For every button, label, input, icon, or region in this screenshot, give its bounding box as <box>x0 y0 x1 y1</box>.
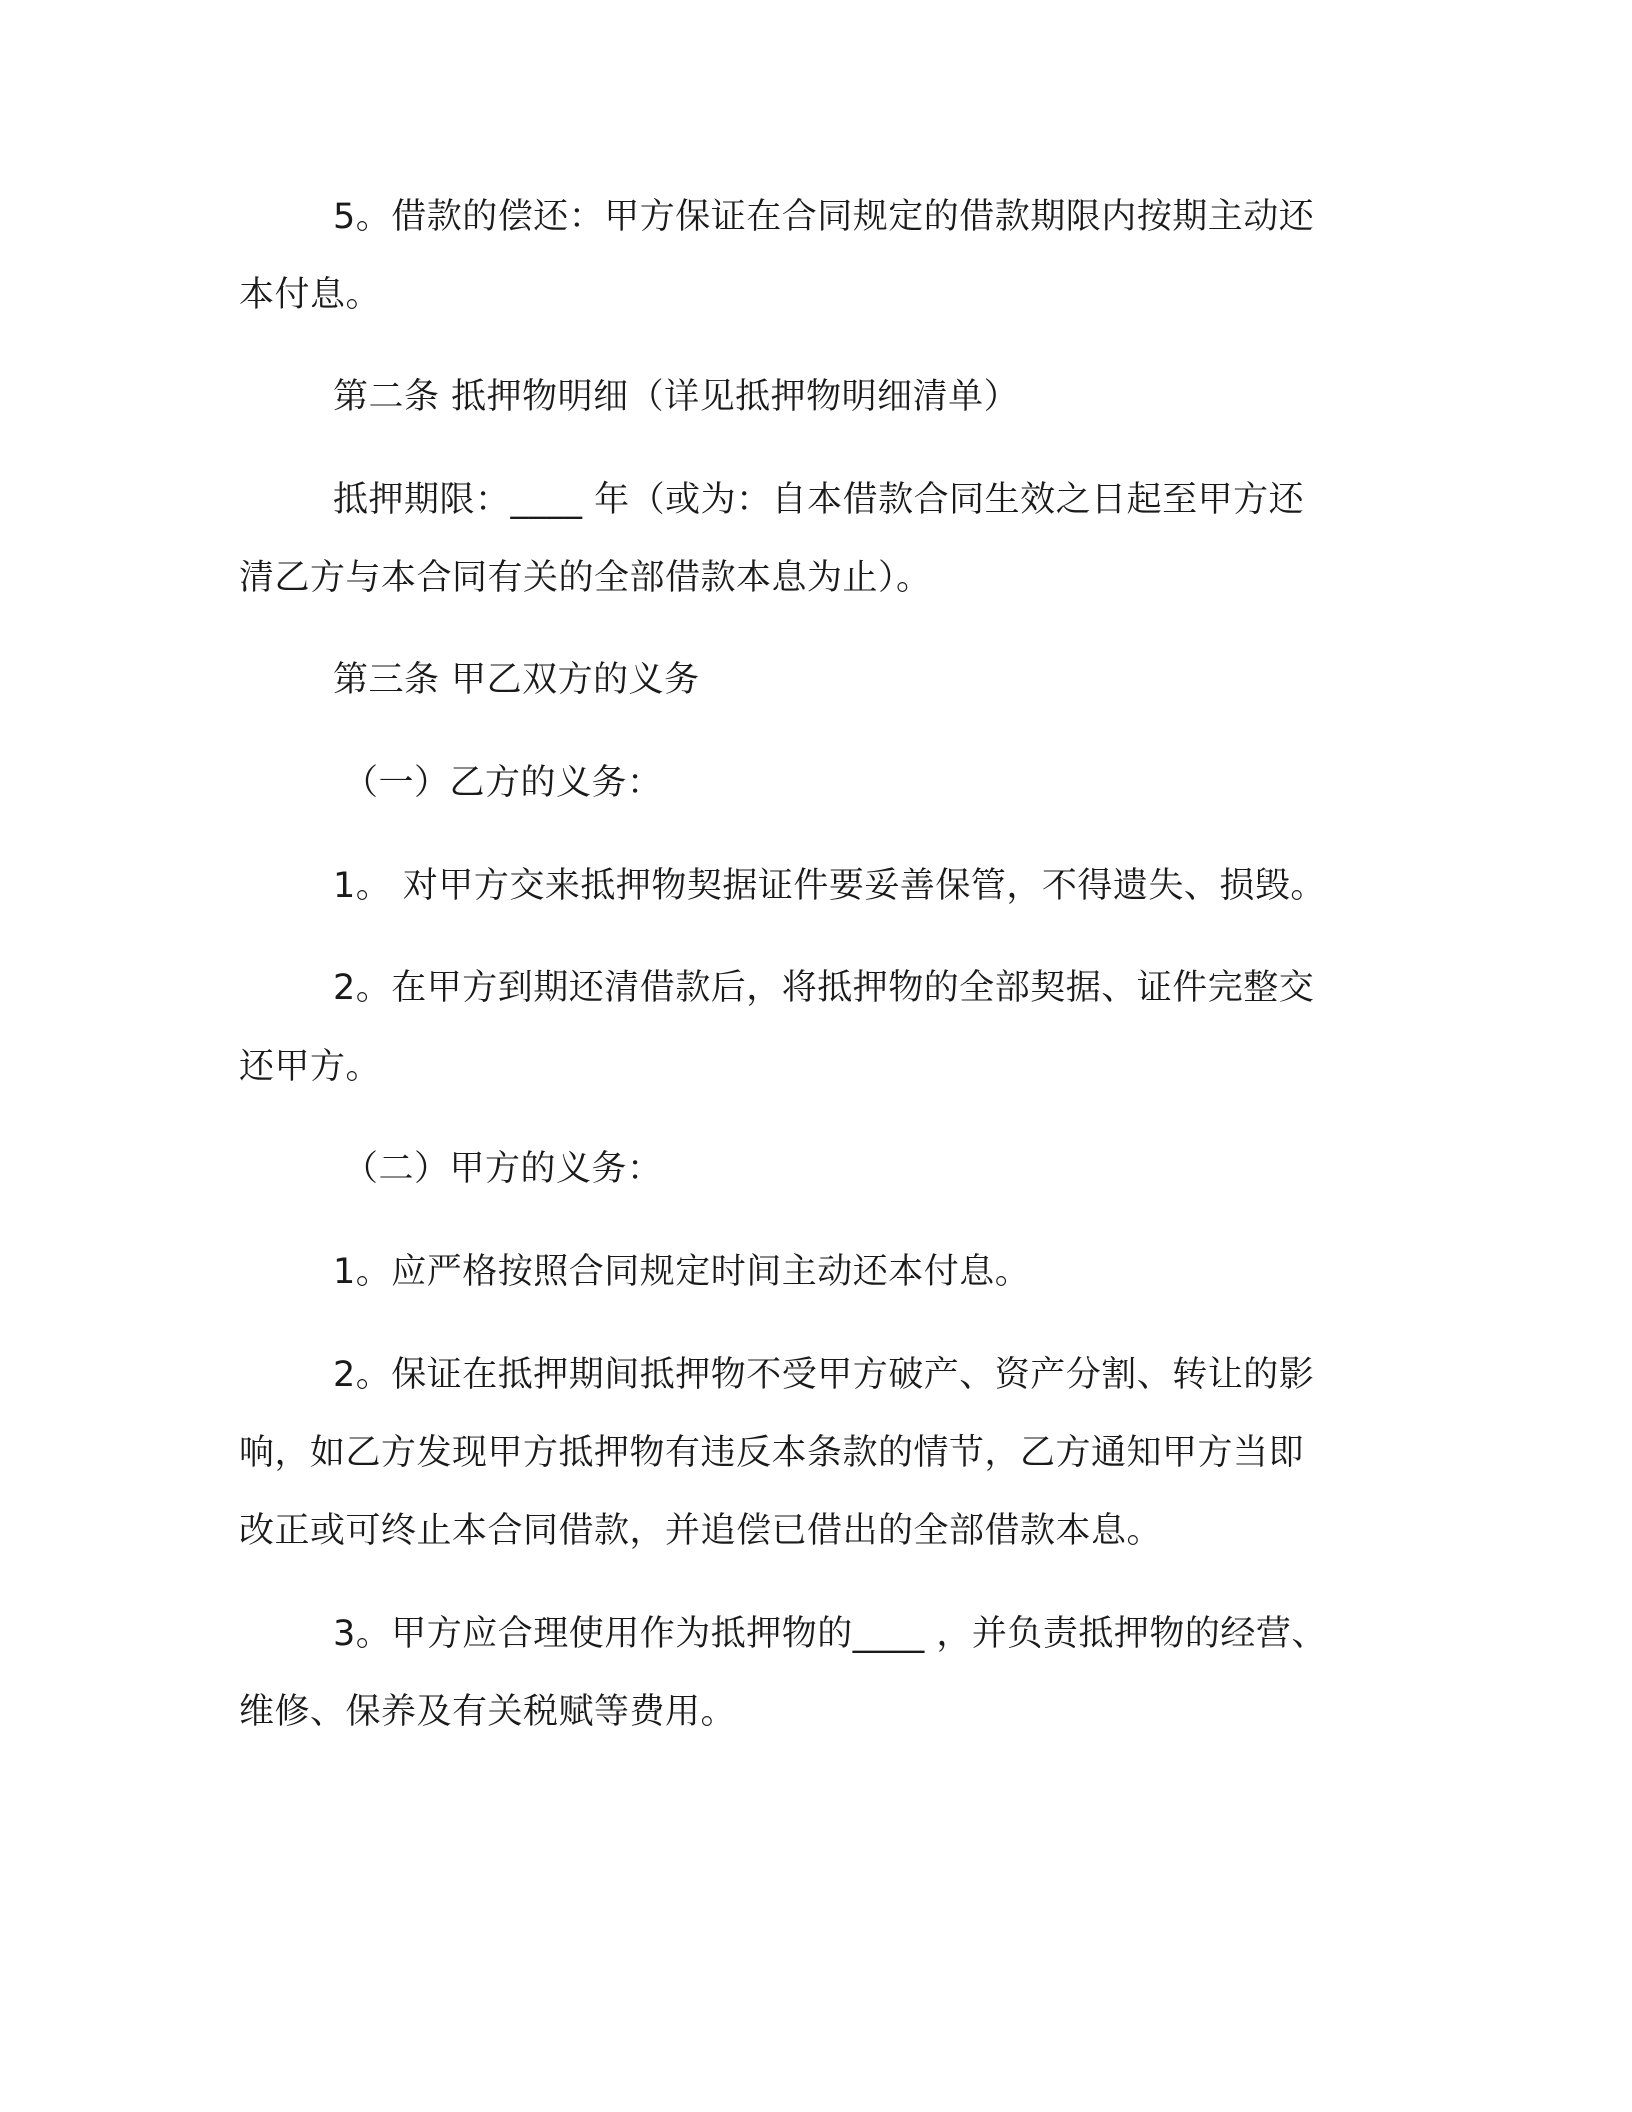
party-b-obligation-2-line-1: 2。在甲方到期还清借款后，将抵押物的全部契据、证件完整交 <box>333 968 1315 1008</box>
party-a-obligation-2-line-2: 响，如乙方发现甲方抵押物有违反本条款的情节，乙方通知甲方当即 <box>239 1433 1305 1473</box>
paragraph-repayment-line-2: 本付息。 <box>239 275 382 315</box>
paragraph-repayment-line-1: 5。借款的偿还：甲方保证在合同规定的借款期限内按期主动还 <box>333 197 1315 237</box>
party-b-obligation-1: 1。 对甲方交来抵押物契据证件要妥善保管，不得遗失、损毁。 <box>333 866 1326 906</box>
party-a-obligations-heading: （二）甲方的义务： <box>343 1149 663 1189</box>
party-a-obligation-3-line-2: 维修、保养及有关税赋等费用。 <box>239 1692 737 1732</box>
party-a-obligation-2-line-3: 改正或可终止本合同借款，并追偿已借出的全部借款本息。 <box>239 1511 1163 1551</box>
party-a-obligation-2-line-1: 2。保证在抵押期间抵押物不受甲方破产、资产分割、转让的影 <box>333 1355 1315 1395</box>
party-a-obligation-1: 1。应严格按照合同规定时间主动还本付息。 <box>333 1252 1031 1292</box>
party-a-obligation-3-line-1: 3。甲方应合理使用作为抵押物的____ ，并负责抵押物的经营、 <box>333 1614 1327 1654</box>
article-2-heading: 第二条 抵押物明细（详见抵押物明细清单） <box>333 377 1020 417</box>
article-3-heading: 第三条 甲乙双方的义务 <box>333 660 700 700</box>
paragraph-mortgage-term-line-2: 清乙方与本合同有关的全部借款本息为止）。 <box>239 558 932 598</box>
paragraph-mortgage-term-line-1: 抵押期限：____ 年（或为：自本借款合同生效之日起至甲方还 <box>333 480 1305 520</box>
party-b-obligation-2-line-2: 还甲方。 <box>239 1047 382 1087</box>
party-b-obligations-heading: （一）乙方的义务： <box>343 763 663 803</box>
